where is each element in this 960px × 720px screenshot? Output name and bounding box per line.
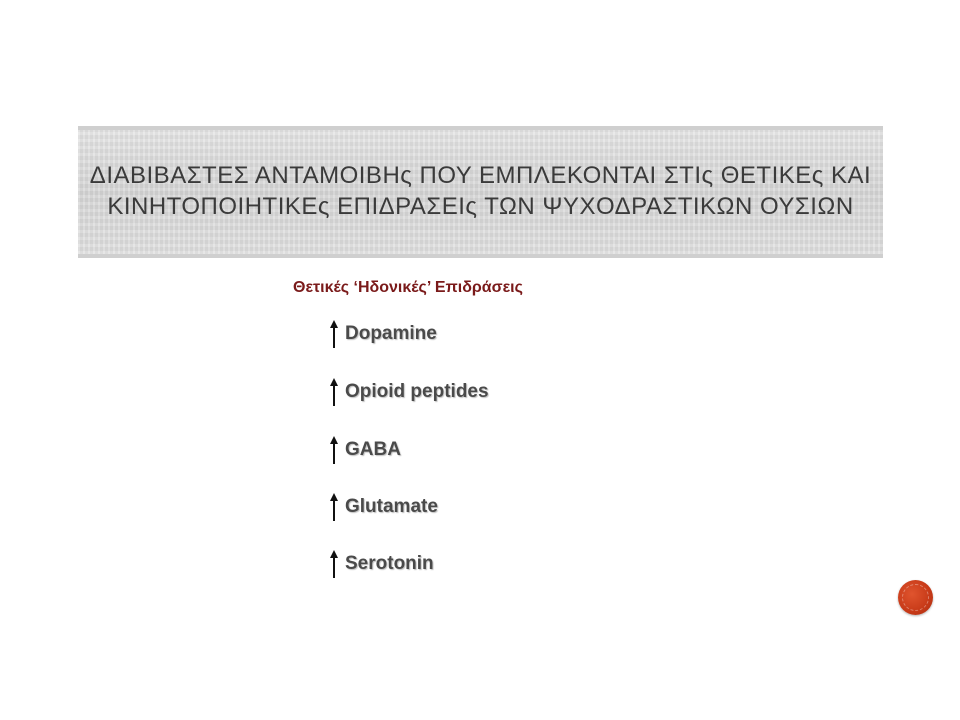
slide-title-line-1: ΔΙΑΒΙΒΑΣΤΕΣ ΑΝΤΑΜΟΙΒΗς ΠΟΥ ΕΜΠΛΕΚΟΝΤΑΙ ΣΤΙς ΘΕΤΙΚΕς ΚΑΙ [89, 162, 872, 189]
list-item-label: Opioid peptides [345, 381, 489, 402]
list-item-label: GABA [345, 439, 401, 460]
title-banner [78, 126, 883, 258]
subheading: Θετικές ‘Ηδονικές’ Επιδράσεις [293, 279, 523, 296]
list-item-label: Serotonin [345, 553, 434, 574]
up-arrow-icon [327, 549, 341, 579]
list-item-dopamine [327, 318, 437, 350]
list-item-label: Dopamine [345, 323, 437, 344]
list-item-gaba [327, 434, 401, 466]
list-item-serotonin [327, 548, 434, 580]
up-arrow-icon [327, 377, 341, 407]
list-item-label: Glutamate [345, 496, 438, 517]
slide-title [78, 160, 883, 222]
up-arrow-icon [327, 492, 341, 522]
next-slide-button[interactable] [898, 580, 933, 615]
list-item-glutamate [327, 491, 438, 523]
up-arrow-icon [327, 435, 341, 465]
slide-title-line-2: ΚΙΝΗΤΟΠΟΙΗΤΙΚΕς ΕΠΙΔΡΑΣΕΙς ΤΩΝ ΨΥΧΟΔΡΑΣΤΙΚΩΝ ΟΥΣΙΩΝ [107, 193, 854, 220]
list-item-opioid-peptides [327, 376, 489, 408]
up-arrow-icon [327, 319, 341, 349]
